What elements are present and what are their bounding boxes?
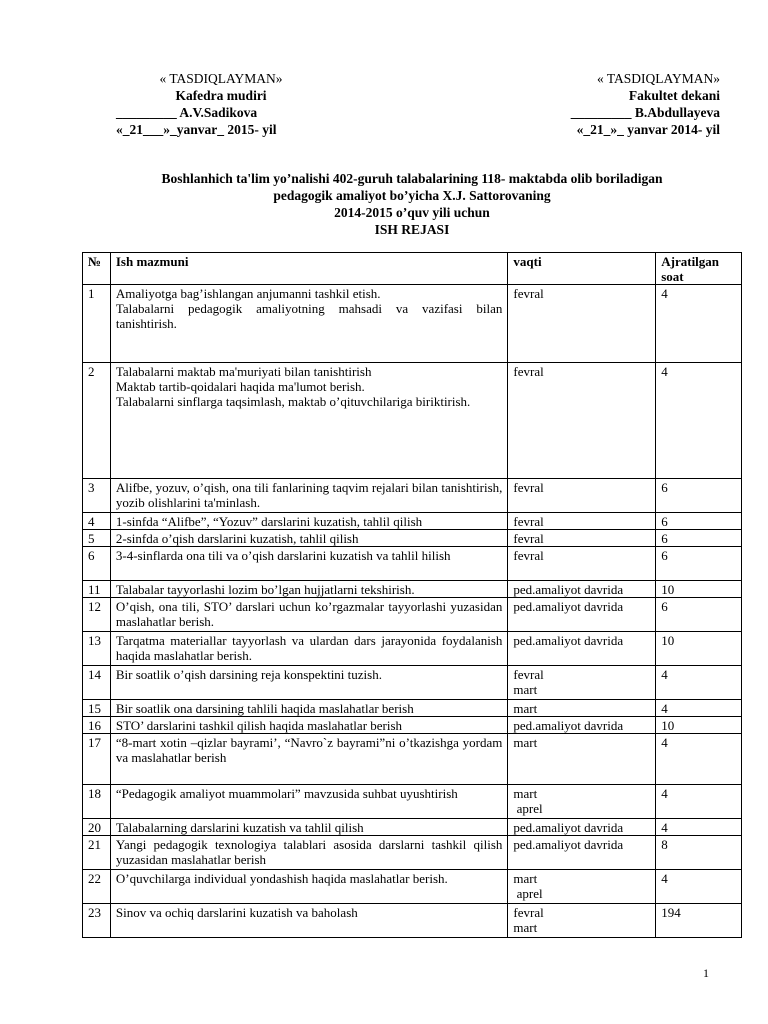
row-time xyxy=(508,632,656,666)
row-time xyxy=(508,870,656,904)
work-line: Maktab tartib-qoidalari haqida ma'lumot berish. xyxy=(115,379,365,394)
work-line: STO’ darslarini tashkil qilish haqida maslahatlar berish xyxy=(115,718,403,733)
work-line: Bir soatlik o’qish darsining reja konspektini tuzish. xyxy=(115,667,382,682)
row-number: 13 xyxy=(83,632,111,666)
time-line: fevral xyxy=(513,905,544,920)
table-body xyxy=(83,285,742,938)
table-row xyxy=(83,700,742,717)
row-work-content xyxy=(110,513,508,530)
header-time: vaqti xyxy=(508,253,656,285)
time-line: ped.amaliyot davrida xyxy=(513,633,624,648)
row-number: 1 xyxy=(83,285,111,363)
row-time xyxy=(508,836,656,870)
approval-date-left: «_21___»_yanvar_ 2015- yil xyxy=(116,122,277,137)
table-row xyxy=(83,785,742,819)
row-number: 6 xyxy=(83,547,111,581)
row-hours: 194 xyxy=(656,904,742,938)
row-time xyxy=(508,513,656,530)
row-work-content xyxy=(110,836,508,870)
row-hours: 6 xyxy=(656,479,742,513)
approval-signature-left: _________ A.V.Sadikova xyxy=(116,105,258,120)
row-work-content xyxy=(110,734,508,785)
row-number: 21 xyxy=(83,836,111,870)
approval-heading-left: « TASDIQLAYMAN» xyxy=(159,71,283,86)
time-line: aprel xyxy=(513,801,543,816)
work-line: Bir soatlik ona darsining tahlili haqida maslahatlar berish xyxy=(115,701,414,716)
time-line: mart xyxy=(513,871,538,886)
time-line: ped.amaliyot davrida xyxy=(513,718,624,733)
time-line: fevral xyxy=(513,480,544,495)
table-row xyxy=(83,836,742,870)
row-hours: 6 xyxy=(656,513,742,530)
table-row xyxy=(83,513,742,530)
work-line: Talabalarni maktab ma'muriyati bilan tanishtirish xyxy=(115,364,372,379)
row-time xyxy=(508,785,656,819)
row-hours: 4 xyxy=(656,819,742,836)
row-number: 15 xyxy=(83,700,111,717)
work-line: 2-sinfda o’qish darslarini kuzatish, tahlil qilish xyxy=(115,531,359,546)
table-row xyxy=(83,598,742,632)
work-line: Talabalarni pedagogik amaliyotning mahsadi va vazifasi bilan tanishtirish. xyxy=(115,301,503,331)
table-row xyxy=(83,479,742,513)
row-number: 11 xyxy=(83,581,111,598)
work-line: 1-sinfda “Alifbe”, “Yozuv” darslarini kuzatish, tahlil qilish xyxy=(115,514,423,529)
row-work-content xyxy=(110,581,508,598)
work-line: Talabalarni sinflarga taqsimlash, maktab o’qituvchilariga biriktirish. xyxy=(115,394,471,409)
row-work-content xyxy=(110,285,508,363)
work-line: Tarqatma materiallar tayyorlash va ulardan dars jarayonida foydalanish haqida maslahatlar berish. xyxy=(115,633,503,663)
header-number: № xyxy=(83,253,111,285)
approval-position-left: Kafedra mudiri xyxy=(175,88,267,103)
row-number: 23 xyxy=(83,904,111,938)
row-hours: 10 xyxy=(656,717,742,734)
time-line: mart xyxy=(513,682,538,697)
row-number: 22 xyxy=(83,870,111,904)
table-row xyxy=(83,734,742,785)
time-line: mart xyxy=(513,786,538,801)
row-hours: 4 xyxy=(656,734,742,785)
time-line: mart xyxy=(513,920,538,935)
row-number: 14 xyxy=(83,666,111,700)
time-line: ped.amaliyot davrida xyxy=(513,599,624,614)
row-hours: 4 xyxy=(656,785,742,819)
row-work-content xyxy=(110,632,508,666)
approval-position-right: Fakultet dekani xyxy=(628,88,720,103)
row-work-content xyxy=(110,700,508,717)
row-number: 4 xyxy=(83,513,111,530)
approval-date-right: «_21_»_ yanvar 2014- yil xyxy=(576,122,720,137)
row-time xyxy=(508,363,656,479)
row-time xyxy=(508,734,656,785)
row-time xyxy=(508,530,656,547)
work-line: “Pedagogik amaliyot muammolari” mavzusida suhbat uyushtirish xyxy=(115,786,458,801)
row-hours: 6 xyxy=(656,547,742,581)
work-line: Talabalarning darslarini kuzatish va tahlil qilish xyxy=(115,820,364,835)
table-row xyxy=(83,666,742,700)
table-row xyxy=(83,632,742,666)
row-time xyxy=(508,479,656,513)
row-work-content xyxy=(110,363,508,479)
document-title xyxy=(80,170,744,238)
table-row xyxy=(83,363,742,479)
row-hours: 10 xyxy=(656,632,742,666)
approval-signature-right: _________ B.Abdullayeva xyxy=(570,105,720,120)
title-line-1: Boshlanhich ta'lim yo’nalishi 402-guruh talabalarining 118- maktabda olib boriladigan xyxy=(161,171,663,186)
row-number: 2 xyxy=(83,363,111,479)
time-line: mart xyxy=(513,701,538,716)
row-hours: 8 xyxy=(656,836,742,870)
time-line: fevral xyxy=(513,286,544,301)
row-time xyxy=(508,717,656,734)
work-line: Alifbe, yozuv, o’qish, ona tili fanlarining taqvim rejalari bilan tanishtirish, yozib olishlarini ta'minlash. xyxy=(115,480,503,510)
row-time xyxy=(508,904,656,938)
row-time xyxy=(508,547,656,581)
row-time xyxy=(508,581,656,598)
row-number: 3 xyxy=(83,479,111,513)
row-time xyxy=(508,285,656,363)
row-hours: 4 xyxy=(656,285,742,363)
row-work-content xyxy=(110,530,508,547)
approval-block-right xyxy=(520,70,720,138)
title-line-4: ISH REJASI xyxy=(374,222,450,237)
work-line: Sinov va ochiq darslarini kuzatish va baholash xyxy=(115,905,358,920)
row-hours: 4 xyxy=(656,870,742,904)
work-line: Talabalar tayyorlashi lozim bo’lgan hujjatlarni tekshirish. xyxy=(115,582,415,597)
time-line: ped.amaliyot davrida xyxy=(513,837,624,852)
row-work-content xyxy=(110,870,508,904)
title-line-2: pedagogik amaliyot bo’yicha X.J. Sattorovaning xyxy=(273,188,551,203)
table-header-row xyxy=(83,253,742,285)
table-row xyxy=(83,285,742,363)
row-time xyxy=(508,666,656,700)
work-plan-table xyxy=(82,252,742,938)
header-work-content: Ish mazmuni xyxy=(110,253,508,285)
row-hours: 10 xyxy=(656,581,742,598)
table-row xyxy=(83,819,742,836)
row-work-content xyxy=(110,598,508,632)
row-hours: 6 xyxy=(656,530,742,547)
row-number: 12 xyxy=(83,598,111,632)
approval-block-left xyxy=(116,70,326,138)
work-line: “8-mart xotin –qizlar bayrami’, “Navro`z bayrami”ni o’tkazishga yordam va maslahatlar berish xyxy=(115,735,503,765)
work-line: O’qish, ona tili, STO’ darslari uchun ko’rgazmalar tayyorlashi yuzasidan maslahatlar berish. xyxy=(115,599,503,629)
row-work-content xyxy=(110,666,508,700)
table-row xyxy=(83,547,742,581)
time-line: fevral xyxy=(513,548,544,563)
table-row xyxy=(83,581,742,598)
row-hours: 4 xyxy=(656,700,742,717)
row-work-content xyxy=(110,547,508,581)
header-hours: Ajratilgan soat xyxy=(656,253,742,285)
time-line: mart xyxy=(513,735,538,750)
row-time xyxy=(508,819,656,836)
work-line: O’quvchilarga individual yondashish haqida maslahatlar berish. xyxy=(115,871,448,886)
row-work-content xyxy=(110,904,508,938)
row-number: 17 xyxy=(83,734,111,785)
table-row xyxy=(83,530,742,547)
row-time xyxy=(508,700,656,717)
work-line: Yangi pedagogik texnologiya talablari asosida darslarni tashkil qilish yuzasidan maslahatlar berish xyxy=(115,837,503,867)
title-line-3: 2014-2015 o’quv yili uchun xyxy=(334,205,490,220)
row-number: 20 xyxy=(83,819,111,836)
time-line: ped.amaliyot davrida xyxy=(513,582,624,597)
work-line: Amaliyotga bag’ishlangan anjumanni tashkil etish. xyxy=(115,286,381,301)
row-number: 16 xyxy=(83,717,111,734)
page-number: 1 xyxy=(703,966,709,980)
approval-heading-right: « TASDIQLAYMAN» xyxy=(596,71,720,86)
time-line: fevral xyxy=(513,531,544,546)
table-row xyxy=(83,904,742,938)
time-line: fevral xyxy=(513,667,544,682)
time-line: aprel xyxy=(513,886,543,901)
row-work-content xyxy=(110,479,508,513)
row-work-content xyxy=(110,785,508,819)
row-work-content xyxy=(110,717,508,734)
row-hours: 4 xyxy=(656,666,742,700)
row-number: 18 xyxy=(83,785,111,819)
row-time xyxy=(508,598,656,632)
row-hours: 4 xyxy=(656,363,742,479)
time-line: fevral xyxy=(513,514,544,529)
row-hours: 6 xyxy=(656,598,742,632)
table-row xyxy=(83,717,742,734)
table-row xyxy=(83,870,742,904)
work-line: 3-4-sinflarda ona tili va o’qish darslarini kuzatish va tahlil hilish xyxy=(115,548,451,563)
row-work-content xyxy=(110,819,508,836)
time-line: ped.amaliyot davrida xyxy=(513,820,624,835)
row-number: 5 xyxy=(83,530,111,547)
time-line: fevral xyxy=(513,364,544,379)
